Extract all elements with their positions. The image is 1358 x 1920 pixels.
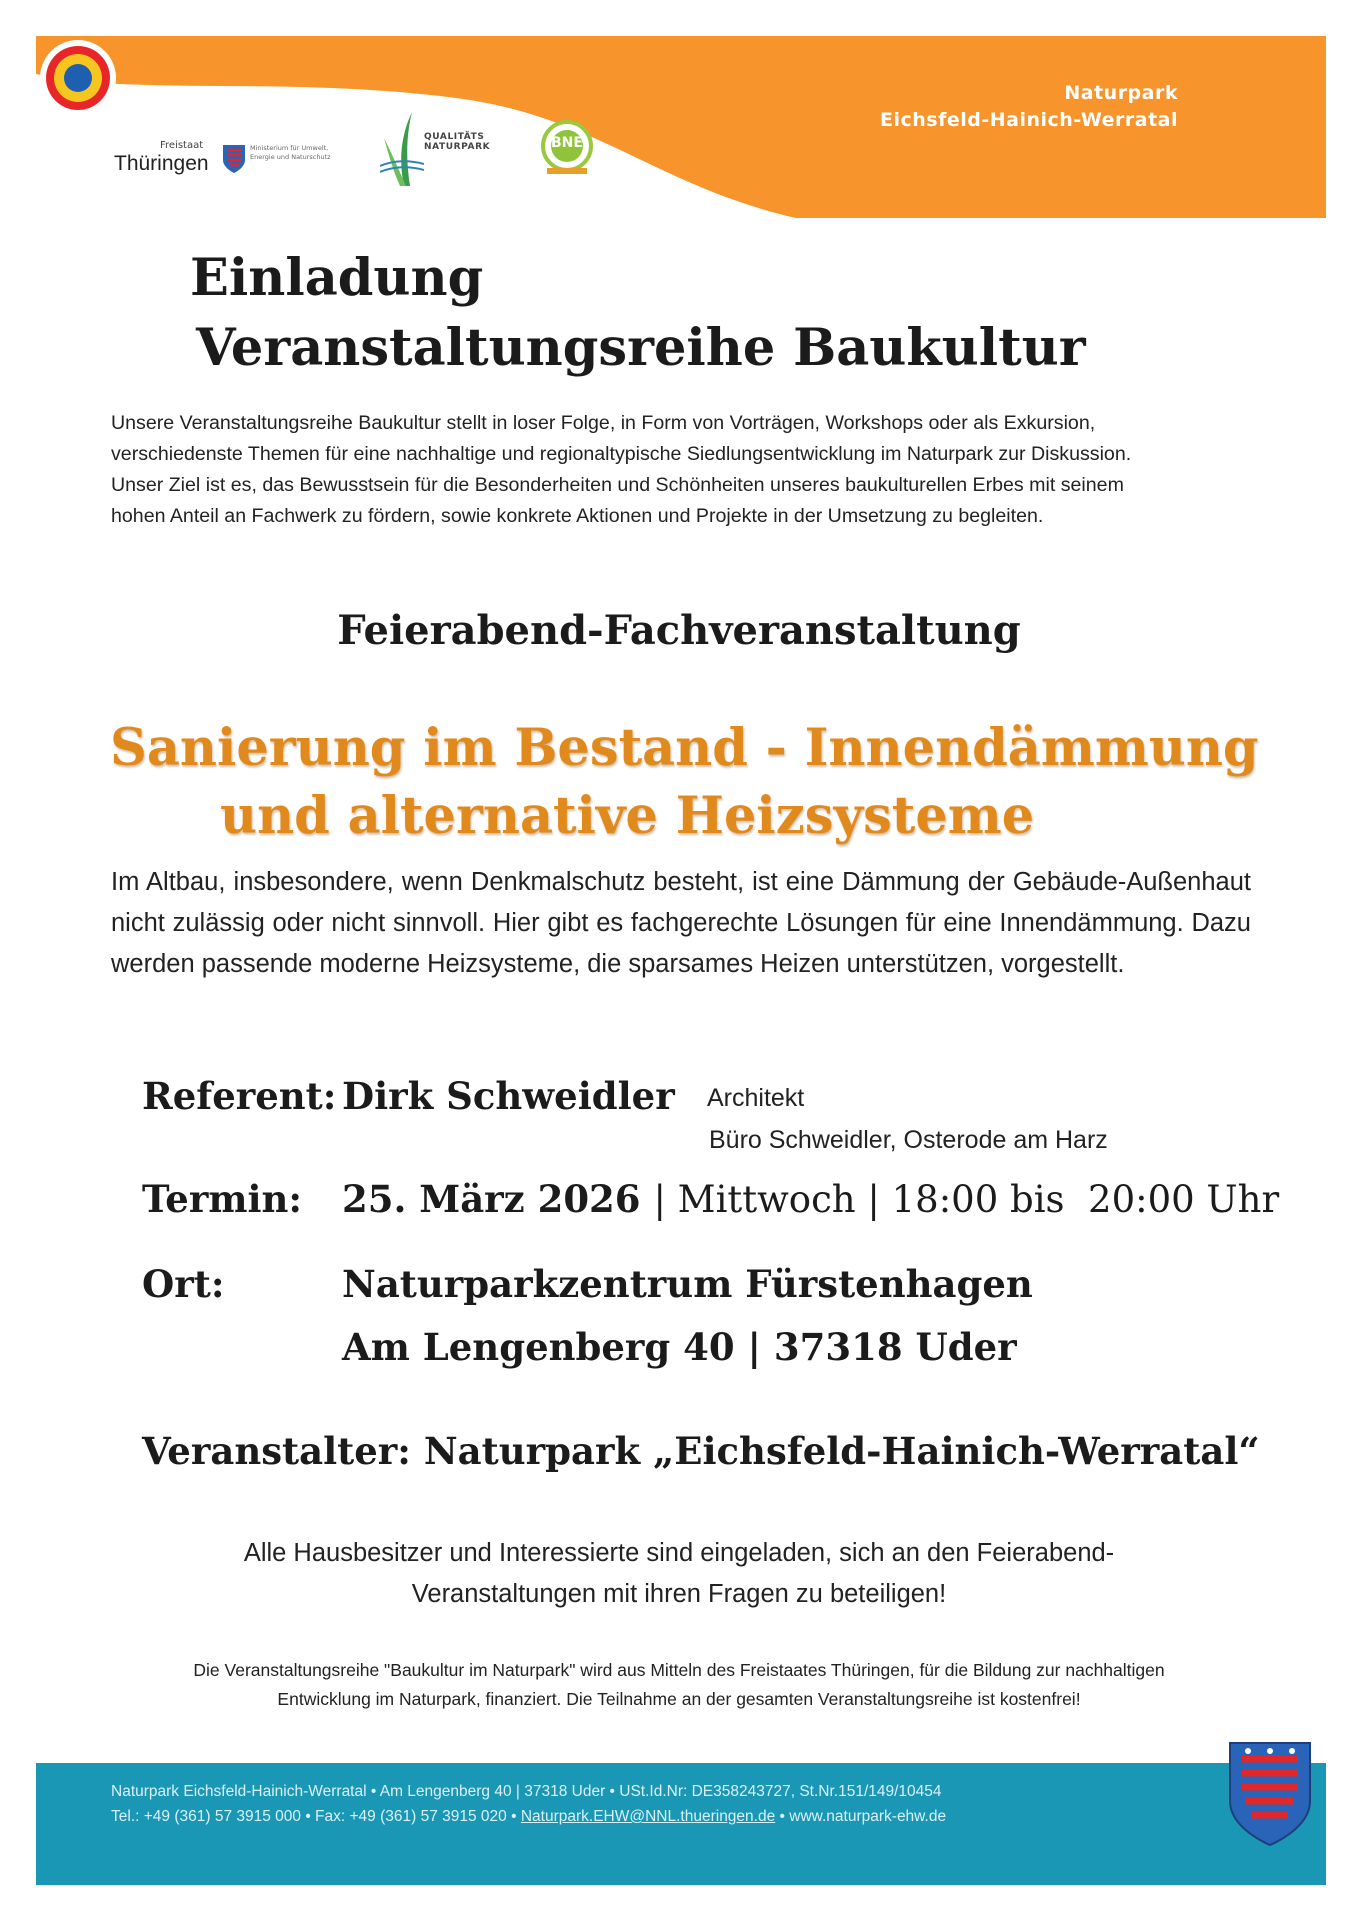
referent-label: Referent:	[142, 1074, 337, 1118]
intro-line: verschiedenste Themen für eine nachhaltige und regionaltypische Siedlungsentwicklung im Naturpark zur Diskussion.	[111, 443, 1132, 465]
closing-line1: Alle Hausbesitzer und Interessierte sind eingeladen, sich an den Feierabend-	[243, 1539, 1115, 1567]
closing-text	[0, 1533, 1358, 1615]
ort-line2: Am Lengenberg 40 | 37318 Uder	[342, 1325, 1017, 1369]
qualitaets-line1: QUALITÄTS	[424, 132, 485, 142]
funding-note	[0, 1656, 1358, 1714]
termin-value	[342, 1177, 1279, 1221]
title-veranstaltungsreihe: Veranstaltungsreihe Baukultur	[196, 318, 1086, 378]
thueringen-coat-of-arms-icon	[1226, 1739, 1314, 1849]
footer-bar	[36, 1763, 1326, 1885]
termin-label: Termin:	[142, 1177, 303, 1221]
title-einladung: Einladung	[190, 248, 484, 308]
ministry-text: Ministerium für Umwelt, Energie und Naturschutz	[250, 144, 331, 161]
qualitaets-line2: NATURPARK	[424, 142, 491, 152]
funding-line2: Entwicklung im Naturpark, finanziert. Die Teilnahme an der gesamten Veranstaltungsreihe ist kostenfrei!	[277, 1689, 1081, 1709]
referent-office: Büro Schweidler, Osterode am Harz	[709, 1126, 1108, 1154]
footer-email-link[interactable]: Naturpark.EHW@NNL.thueringen.de	[520, 1808, 776, 1825]
funding-line1: Die Veranstaltungsreihe "Baukultur im Naturpark" wird aus Mitteln des Freistaates Thüringen, für die Bildung zur nachhaltigen	[193, 1660, 1165, 1680]
veranstalter: Veranstalter: Naturpark „Eichsfeld-Hainich-Werratal“	[142, 1429, 1260, 1473]
termin-time: | Mittwoch | 18:00 bis 20:00 Uhr	[653, 1178, 1280, 1221]
intro-paragraph	[111, 408, 1251, 532]
naturpark-name	[880, 80, 1178, 134]
bne-logo	[537, 118, 597, 182]
subheading: Feierabend-Fachveranstaltung	[337, 607, 1021, 654]
ort-line1: Naturparkzentrum Fürstenhagen	[342, 1262, 1033, 1306]
bne-text: BNE	[551, 135, 583, 151]
event-title-line2: und alternative Heizsysteme	[220, 786, 1035, 846]
thueringen-crest-icon	[222, 144, 246, 174]
footer-address: Naturpark Eichsfeld-Hainich-Werratal • Am Lengenberg 40 | 37318 Uder • USt.Id.Nr: DE358243727, St.Nr.151/149/10454	[111, 1783, 942, 1800]
thueringen-small-text: Freistaat	[160, 140, 204, 151]
footer-contact	[111, 1808, 946, 1826]
footer-phone-fax: Tel.: +49 (361) 57 3915 000 • Fax: +49 (361) 57 3915 020 •	[111, 1808, 517, 1825]
thueringen-wordmark: Thüringen	[114, 152, 209, 175]
qualitaets-naturpark-text	[424, 132, 490, 152]
thueringen-logo	[112, 140, 352, 186]
qualitaets-naturpark-logo	[380, 108, 510, 188]
naturpark-name-line2: Eichsfeld-Hainich-Werratal	[880, 109, 1178, 131]
naturpark-name-line1: Naturpark	[1064, 82, 1178, 104]
ort-label: Ort:	[142, 1262, 225, 1306]
naturpark-logo-icon	[36, 36, 120, 120]
footer-website: • www.naturpark-ehw.de	[779, 1808, 947, 1825]
termin-date: 25. März 2026	[342, 1177, 641, 1221]
referent-name: Dirk Schweidler	[342, 1074, 675, 1118]
event-title-line1: Sanierung im Bestand - Innendämmung	[110, 718, 1259, 778]
intro-line: hohen Anteil an Fachwerk zu fördern, sowie konkrete Aktionen und Projekte in der Umsetzung zu begleiten.	[111, 505, 1044, 527]
grass-leaf-icon	[380, 108, 424, 188]
intro-line: Unser Ziel ist es, das Bewusstsein für die Besonderheiten und Schönheiten unseres baukulturellen Erbes mit seinem	[111, 474, 1124, 496]
closing-line2: Veranstaltungen mit ihren Fragen zu beteiligen!	[411, 1580, 947, 1608]
event-description: Im Altbau, insbesondere, wenn Denkmalschutz besteht, ist eine Dämmung der Gebäude-Außenhaut nicht zulässig oder nicht sinnvoll. Hier gibt es fachgerechte Lösungen für eine Innendämmung. Dazu werden passende moderne Heizsysteme, die sparsames Heizen unterstützen, vorgestellt.	[111, 868, 1251, 978]
referent-role: Architekt	[707, 1084, 805, 1112]
intro-line: Unsere Veranstaltungsreihe Baukultur stellt in loser Folge, in Form von Vorträgen, Workshops oder als Exkursion,	[111, 412, 1096, 434]
header-banner	[36, 36, 1326, 218]
